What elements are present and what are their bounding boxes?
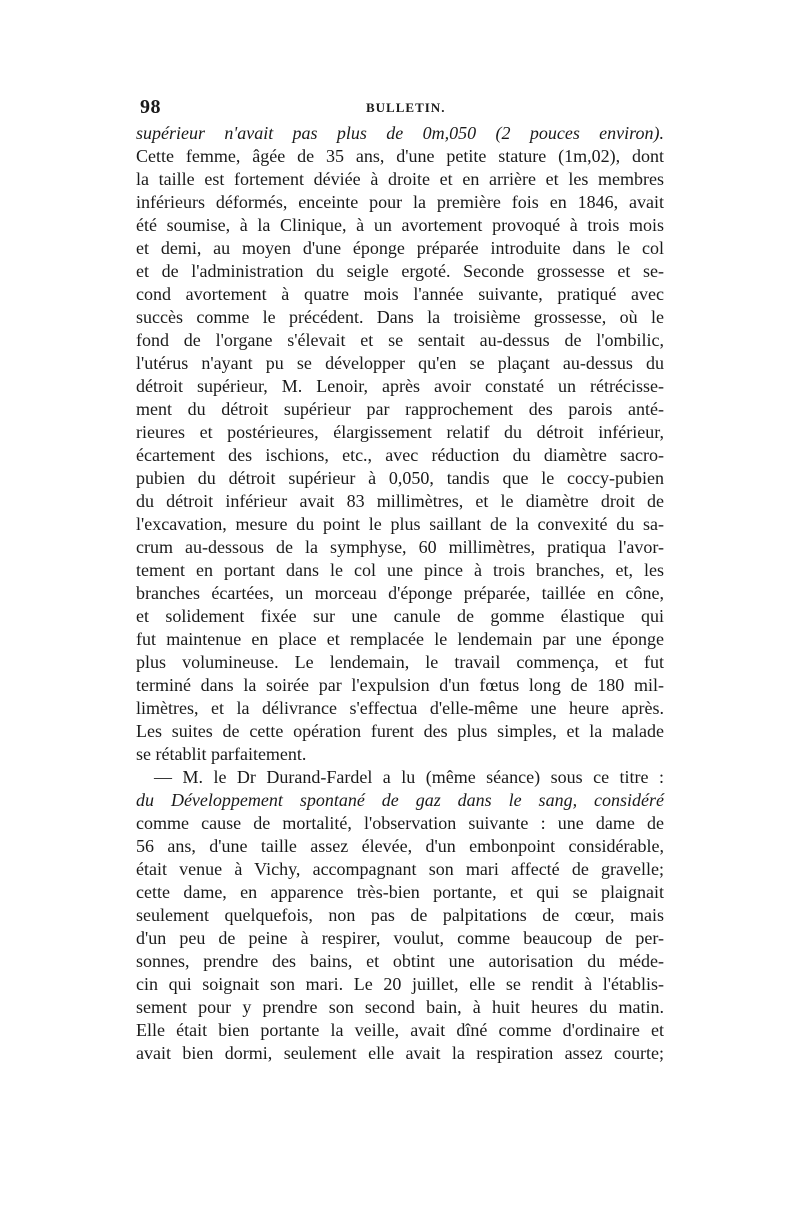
text-line: écartement des ischions, etc., avec réduction du diamètre sacro-: [136, 445, 664, 465]
running-head: [136, 96, 664, 122]
text-line: branches écartées, un morceau d'éponge préparée, taillée en cône,: [136, 583, 664, 603]
document-page: [136, 96, 664, 1065]
text-body: [136, 122, 664, 1065]
text-line: fut maintenue en place et remplacée le lendemain par une éponge: [136, 629, 664, 649]
text-line: d'un peu de peine à respirer, voulut, comme beaucoup de per-: [136, 928, 664, 948]
text-line: succès comme le précédent. Dans la troisième grossesse, où le: [136, 307, 664, 327]
text-line: inférieurs déformés, enceinte pour la première fois en 1846, avait: [136, 192, 664, 212]
text-line: Les suites de cette opération furent des plus simples, et la malade: [136, 721, 664, 741]
text-line: plus volumineuse. Le lendemain, le travail commença, et fut: [136, 652, 664, 672]
text-line: du détroit inférieur avait 83 millimètres, et le diamètre droit de: [136, 491, 664, 511]
text-line: 56 ans, d'une taille assez élevée, d'un embonpoint considérable,: [136, 836, 664, 856]
text-line: du Développement spontané de gaz dans le sang, considéré: [136, 790, 664, 810]
text-line: fond de l'organe s'élevait et se sentait au-dessus de l'ombilic,: [136, 330, 664, 350]
text-line: cin qui soignait son mari. Le 20 juillet, elle se rendit à l'établis-: [136, 974, 664, 994]
text-line: crum au-dessous de la symphyse, 60 millimètres, pratiqua l'avor-: [136, 537, 664, 557]
text-line: et de l'administration du seigle ergoté. Seconde grossesse et se-: [136, 261, 664, 281]
running-title: BULLETIN.: [366, 100, 446, 115]
text-line: été soumise, à la Clinique, à un avortement provoqué à trois mois: [136, 215, 664, 235]
text-line: se rétablit parfaitement.: [136, 744, 307, 764]
text-line: avait bien dormi, seulement elle avait la respiration assez courte;: [136, 1043, 664, 1063]
text-line: comme cause de mortalité, l'observation suivante : une dame de: [136, 813, 664, 833]
text-line: sement pour y prendre son second bain, à huit heures du matin.: [136, 997, 664, 1017]
text-line: détroit supérieur, M. Lenoir, après avoir constaté un rétrécisse-: [136, 376, 664, 396]
text-line: et solidement fixée sur une canule de gomme élastique qui: [136, 606, 664, 626]
text-line: supérieur n'avait pas plus de 0m,050 (2 pouces environ).: [136, 123, 664, 143]
text-line: cond avortement à quatre mois l'année suivante, pratiqué avec: [136, 284, 664, 304]
text-line: Elle était bien portante la veille, avait dîné comme d'ordinaire et: [136, 1020, 664, 1040]
text-line: cette dame, en apparence très-bien portante, et qui se plaignait: [136, 882, 664, 902]
text-line: ment du détroit supérieur par rapprochement des parois anté-: [136, 399, 664, 419]
page-number: 98: [140, 96, 161, 118]
text-line: la taille est fortement déviée à droite et en arrière et les membres: [136, 169, 664, 189]
text-line: terminé dans la soirée par l'expulsion d'un fœtus long de 180 mil-: [136, 675, 664, 695]
text-line: limètres, et la délivrance s'effectua d'elle-même une heure après.: [136, 698, 664, 718]
text-line: l'excavation, mesure du point le plus saillant de la convexité du sa-: [136, 514, 664, 534]
text-line: pubien du détroit supérieur à 0,050, tandis que le coccy-pubien: [136, 468, 664, 488]
text-line: tement en portant dans le col une pince à trois branches, et, les: [136, 560, 664, 580]
text-line: l'utérus n'ayant pu se développer qu'en se plaçant au-dessus du: [136, 353, 664, 373]
text-line: Cette femme, âgée de 35 ans, d'une petite stature (1m,02), dont: [136, 146, 664, 166]
text-line: et demi, au moyen d'une éponge préparée introduite dans le col: [136, 238, 664, 258]
text-line: était venue à Vichy, accompagnant son mari affecté de gravelle;: [136, 859, 664, 879]
text-line: — M. le Dr Durand-Fardel a lu (même séance) sous ce titre :: [154, 767, 664, 787]
text-line: seulement quelquefois, non pas de palpitations de cœur, mais: [136, 905, 664, 925]
text-line: rieures et postérieures, élargissement relatif du détroit inférieur,: [136, 422, 664, 442]
text-line: sonnes, prendre des bains, et obtint une autorisation du méde-: [136, 951, 664, 971]
